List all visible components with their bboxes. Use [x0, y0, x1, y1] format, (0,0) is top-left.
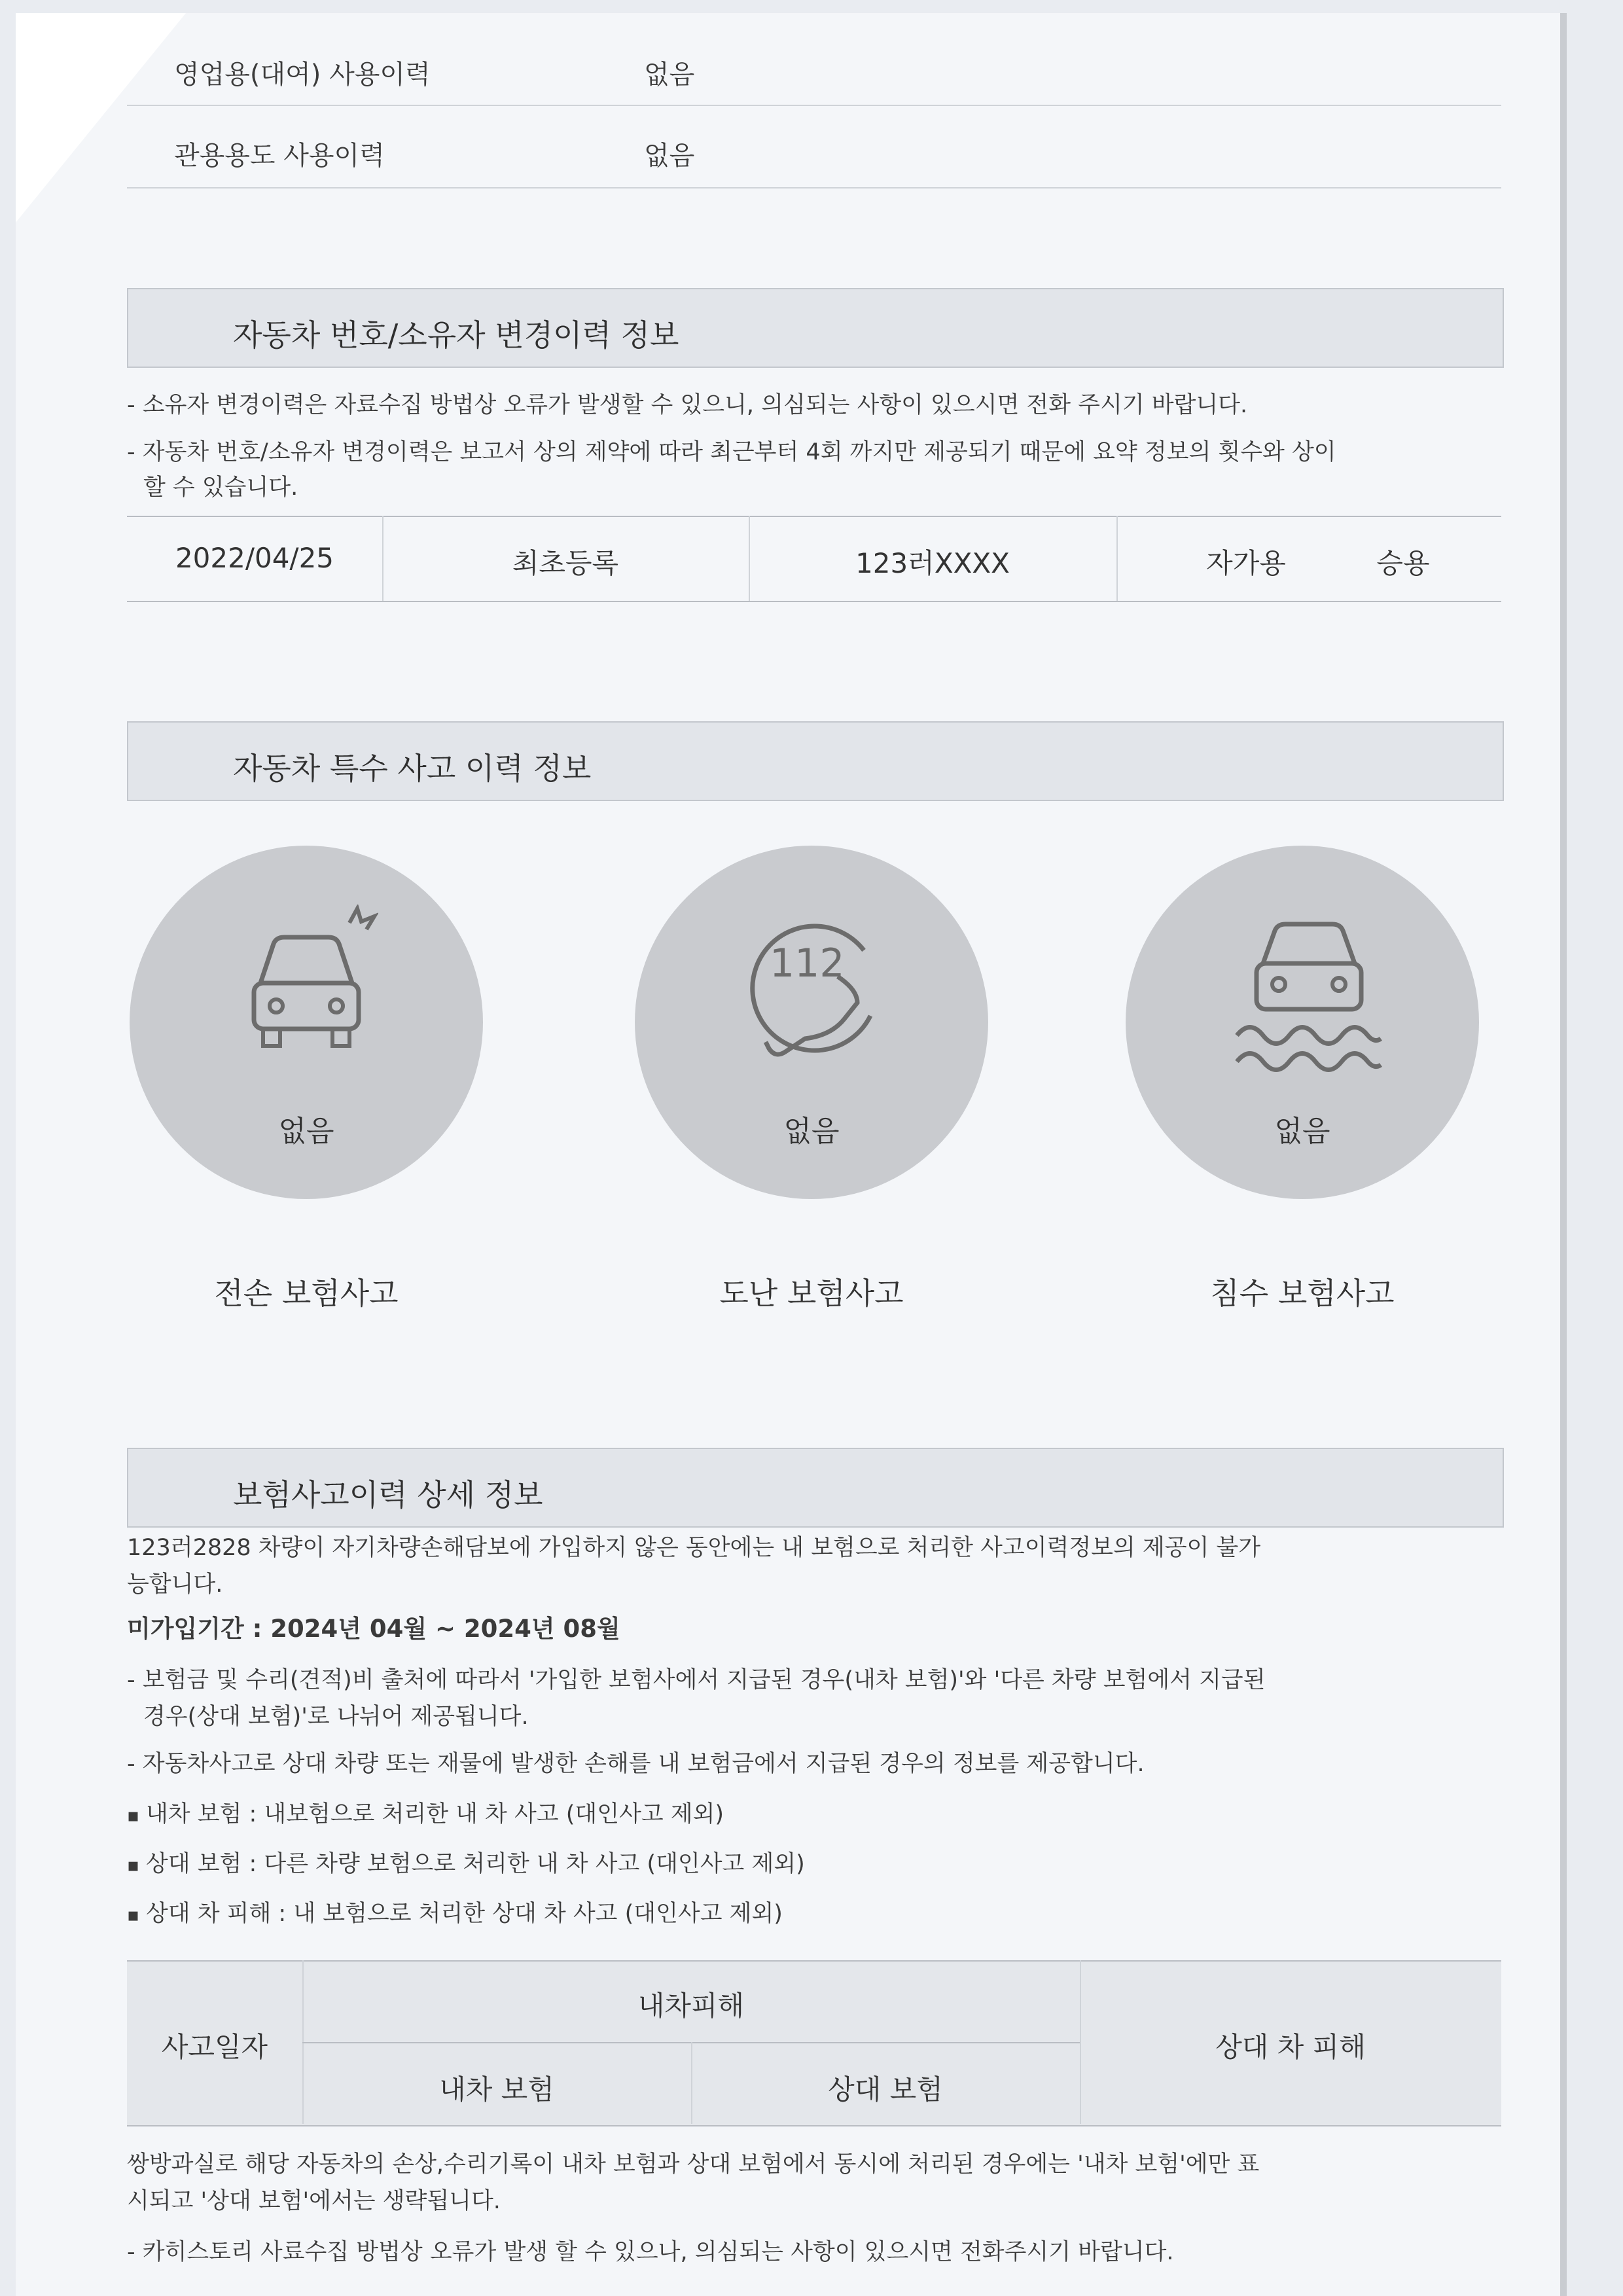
usage-rental-value: 없음	[644, 60, 695, 90]
owner-note-2: - 자동차 번호/소유자 변경이력은 보고서 상의 제약에 따라 최근부터 4회 까지만 제공되기 때문에 요약 정보의 횟수와 상이	[127, 439, 1336, 465]
owner-kind: 승용	[1376, 547, 1430, 579]
footer-note: - 카히스토리 사료수집 방법상 오류가 발생 할 수 있으나, 의심되는 사항이 있으시면 전화주시기 바랍니다.	[127, 2239, 1174, 2265]
owner-use: 자가용	[1206, 547, 1286, 579]
usage-official-value: 없음	[644, 141, 695, 171]
table-top-border	[127, 516, 1501, 517]
flood-status: 없음	[1274, 1115, 1330, 1148]
flood-caption: 침수 보험사고	[1210, 1276, 1395, 1311]
theft-status: 없음	[783, 1115, 840, 1148]
insurance-intro-2: 능합니다.	[127, 1571, 223, 1598]
footer-line-2: 시되고 '상대 보험'에서는 생략됩니다.	[127, 2188, 501, 2214]
bullet-own-insurance: ▪ 내차 보험 : 내보험으로 처리한 내 차 사고 (대인사고 제외)	[127, 1796, 724, 1829]
header-other-insurance: 상대 보험	[828, 2073, 943, 2106]
uninsured-period: 미가입기간 : 2024년 04월 ~ 2024년 08월	[127, 1615, 620, 1643]
theft-circle	[635, 846, 988, 1199]
footer-line-1: 쌍방과실로 해당 자동차의 손상,수리기록이 내차 보험과 상대 보험에서 동시에 처리된 경우에는 '내차 보험'에만 표	[127, 2151, 1260, 2178]
table-divider	[1116, 516, 1118, 601]
insurance-note-1: - 보험금 및 수리(견적)비 출처에 따라서 '가입한 보험사에서 지급된 경우(내차 보험)'와 '다른 차량 보험에서 지급된	[127, 1667, 1266, 1693]
owner-date: 2022/04/25	[175, 542, 334, 574]
divider	[127, 187, 1501, 188]
document-page	[16, 13, 1567, 2296]
header-own-damage: 내차피해	[637, 1990, 745, 2022]
usage-official-label: 관용용도 사용이력	[174, 141, 385, 171]
owner-change-type: 최초등록	[512, 547, 619, 579]
section-title: 자동차 번호/소유자 변경이력 정보	[233, 317, 679, 353]
total-loss-status: 없음	[278, 1115, 334, 1148]
section-header-owner-change	[127, 288, 1504, 368]
section-header-special-accident	[127, 721, 1504, 801]
section-title: 자동차 특수 사고 이력 정보	[233, 751, 592, 786]
total-loss-caption: 전손 보험사고	[214, 1276, 399, 1311]
owner-note-3: 할 수 있습니다.	[143, 475, 298, 501]
header-other-car-damage: 상대 차 피해	[1215, 2031, 1366, 2063]
section-header-insurance-detail	[127, 1448, 1504, 1528]
header-own-insurance: 내차 보험	[439, 2073, 554, 2106]
table-bottom-border	[127, 601, 1501, 602]
car-crash-icon	[234, 905, 378, 1075]
insurance-intro-1: 123러2828 차량이 자기차량손해담보에 가입하지 않은 동안에는 내 보험으로 처리한 사고이력정보의 제공이 불가	[127, 1535, 1261, 1561]
header-accident-date: 사고일자	[161, 2031, 268, 2063]
insurance-note-2: 경우(상대 보험)'로 나뉘어 제공됩니다.	[143, 1704, 529, 1730]
svg-text:112: 112	[770, 941, 845, 986]
divider	[127, 105, 1501, 106]
insurance-note-3: - 자동차사고로 상대 차량 또는 재물에 발생한 손해를 내 보험금에서 지급된 경우의 정보를 제공합니다.	[127, 1751, 1145, 1777]
bullet-other-car-damage: ▪ 상대 차 피해 : 내 보험으로 처리한 상대 차 사고 (대인사고 제외)	[127, 1895, 783, 1928]
usage-rental-label: 영업용(대여) 사용이력	[174, 60, 431, 90]
owner-note-1: - 소유자 변경이력은 자료수집 방법상 오류가 발생할 수 있으니, 의심되는 사항이 있으시면 전화 주시기 바랍니다.	[127, 392, 1248, 418]
car-flood-icon	[1230, 905, 1387, 1075]
owner-plate: 123러XXXX	[855, 547, 1010, 579]
bullet-other-insurance: ▪ 상대 보험 : 다른 차량 보험으로 처리한 내 차 사고 (대인사고 제외)	[127, 1846, 805, 1878]
theft-caption: 도난 보험사고	[719, 1276, 904, 1311]
section-title: 보험사고이력 상세 정보	[233, 1477, 543, 1513]
phone-112-icon	[740, 905, 897, 1075]
total-loss-circle	[130, 846, 483, 1199]
flood-circle	[1126, 846, 1479, 1199]
